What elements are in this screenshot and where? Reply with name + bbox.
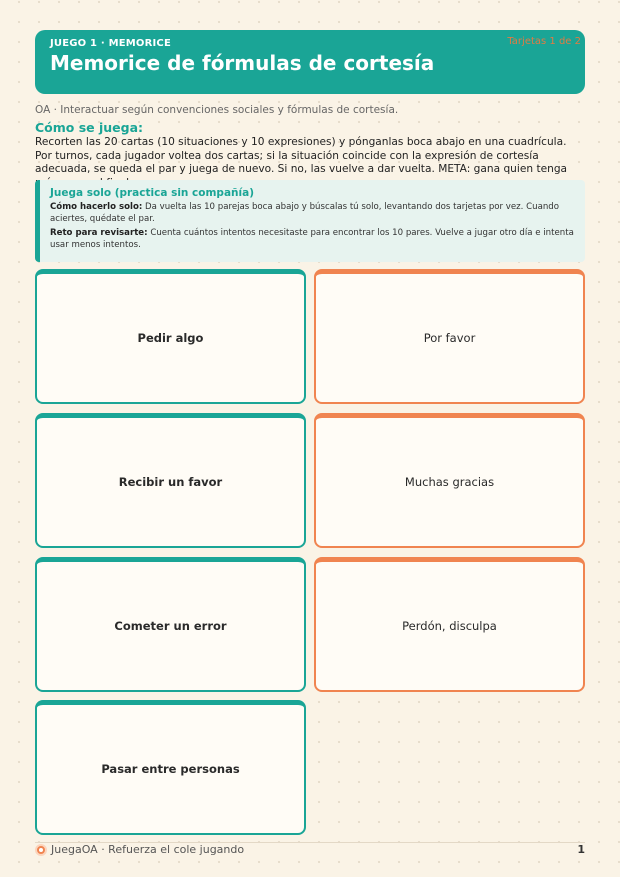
sheet-label: Tarjetas 1 de 2 [507, 36, 581, 47]
header-banner [35, 30, 585, 94]
card-text: Pedir algo [137, 331, 204, 345]
solo-review [50, 228, 575, 251]
card-text: Recibir un favor [118, 475, 223, 489]
solo-how-text: Da vuelta las 10 parejas boca abajo y búscalas tú solo, levantando dos tarjetas por vez. Cuando aciertes, quédate el par. [50, 202, 560, 224]
solo-how [50, 202, 575, 225]
card-text: Por favor [423, 331, 476, 345]
card-text: Muchas gracias [404, 475, 495, 489]
page-title: Memorice de fórmulas de cortesía [50, 51, 435, 75]
card-situation [35, 700, 306, 835]
card-situation [35, 413, 306, 548]
solo-title: Juega solo (practica sin compañía) [50, 187, 254, 199]
how-to-play-text: Recorten las 20 cartas (10 situaciones y 10 expresiones) y pónganlas boca abajo en una cuadrícula. Por turnos, cada jugador voltea dos cartas; si la situación coincide con la expresión de cortesía adecuada, se queda el par y juega de nuevo. Si no, las vuelve a dar vuelta. META: gana quien tenga [35, 136, 568, 175]
card-text: Cometer un error [114, 619, 227, 633]
oa-objective: OA · Interactuar según convenciones sociales y fórmulas de cortesía. [35, 104, 399, 116]
card-text: Perdón, disculpa [402, 619, 497, 633]
card-expression [314, 269, 585, 404]
card-expression [314, 413, 585, 548]
brand-logo-icon [35, 844, 47, 856]
footer [35, 843, 585, 856]
solo-review-text: Cuenta cuántos intentos necesitaste para encontrar los 10 pares. Vuelve a jugar otro día e intenta usar menos intentos. [50, 228, 574, 250]
card-situation [35, 557, 306, 692]
footer-brand: JuegaOA · Refuerza el cole jugando [51, 843, 245, 856]
game-kicker: JUEGO 1 · MEMORICE [50, 38, 172, 49]
page-number: 1 [577, 843, 585, 856]
solo-how-label: Cómo hacerlo solo: [50, 202, 143, 212]
card-text: Pasar entre personas [101, 762, 240, 776]
how-to-play-title: Cómo se juega: [35, 120, 144, 135]
solo-box [35, 180, 585, 262]
card-expression [314, 557, 585, 692]
card-situation [35, 269, 306, 404]
solo-review-label: Reto para revisarte: [50, 228, 148, 238]
